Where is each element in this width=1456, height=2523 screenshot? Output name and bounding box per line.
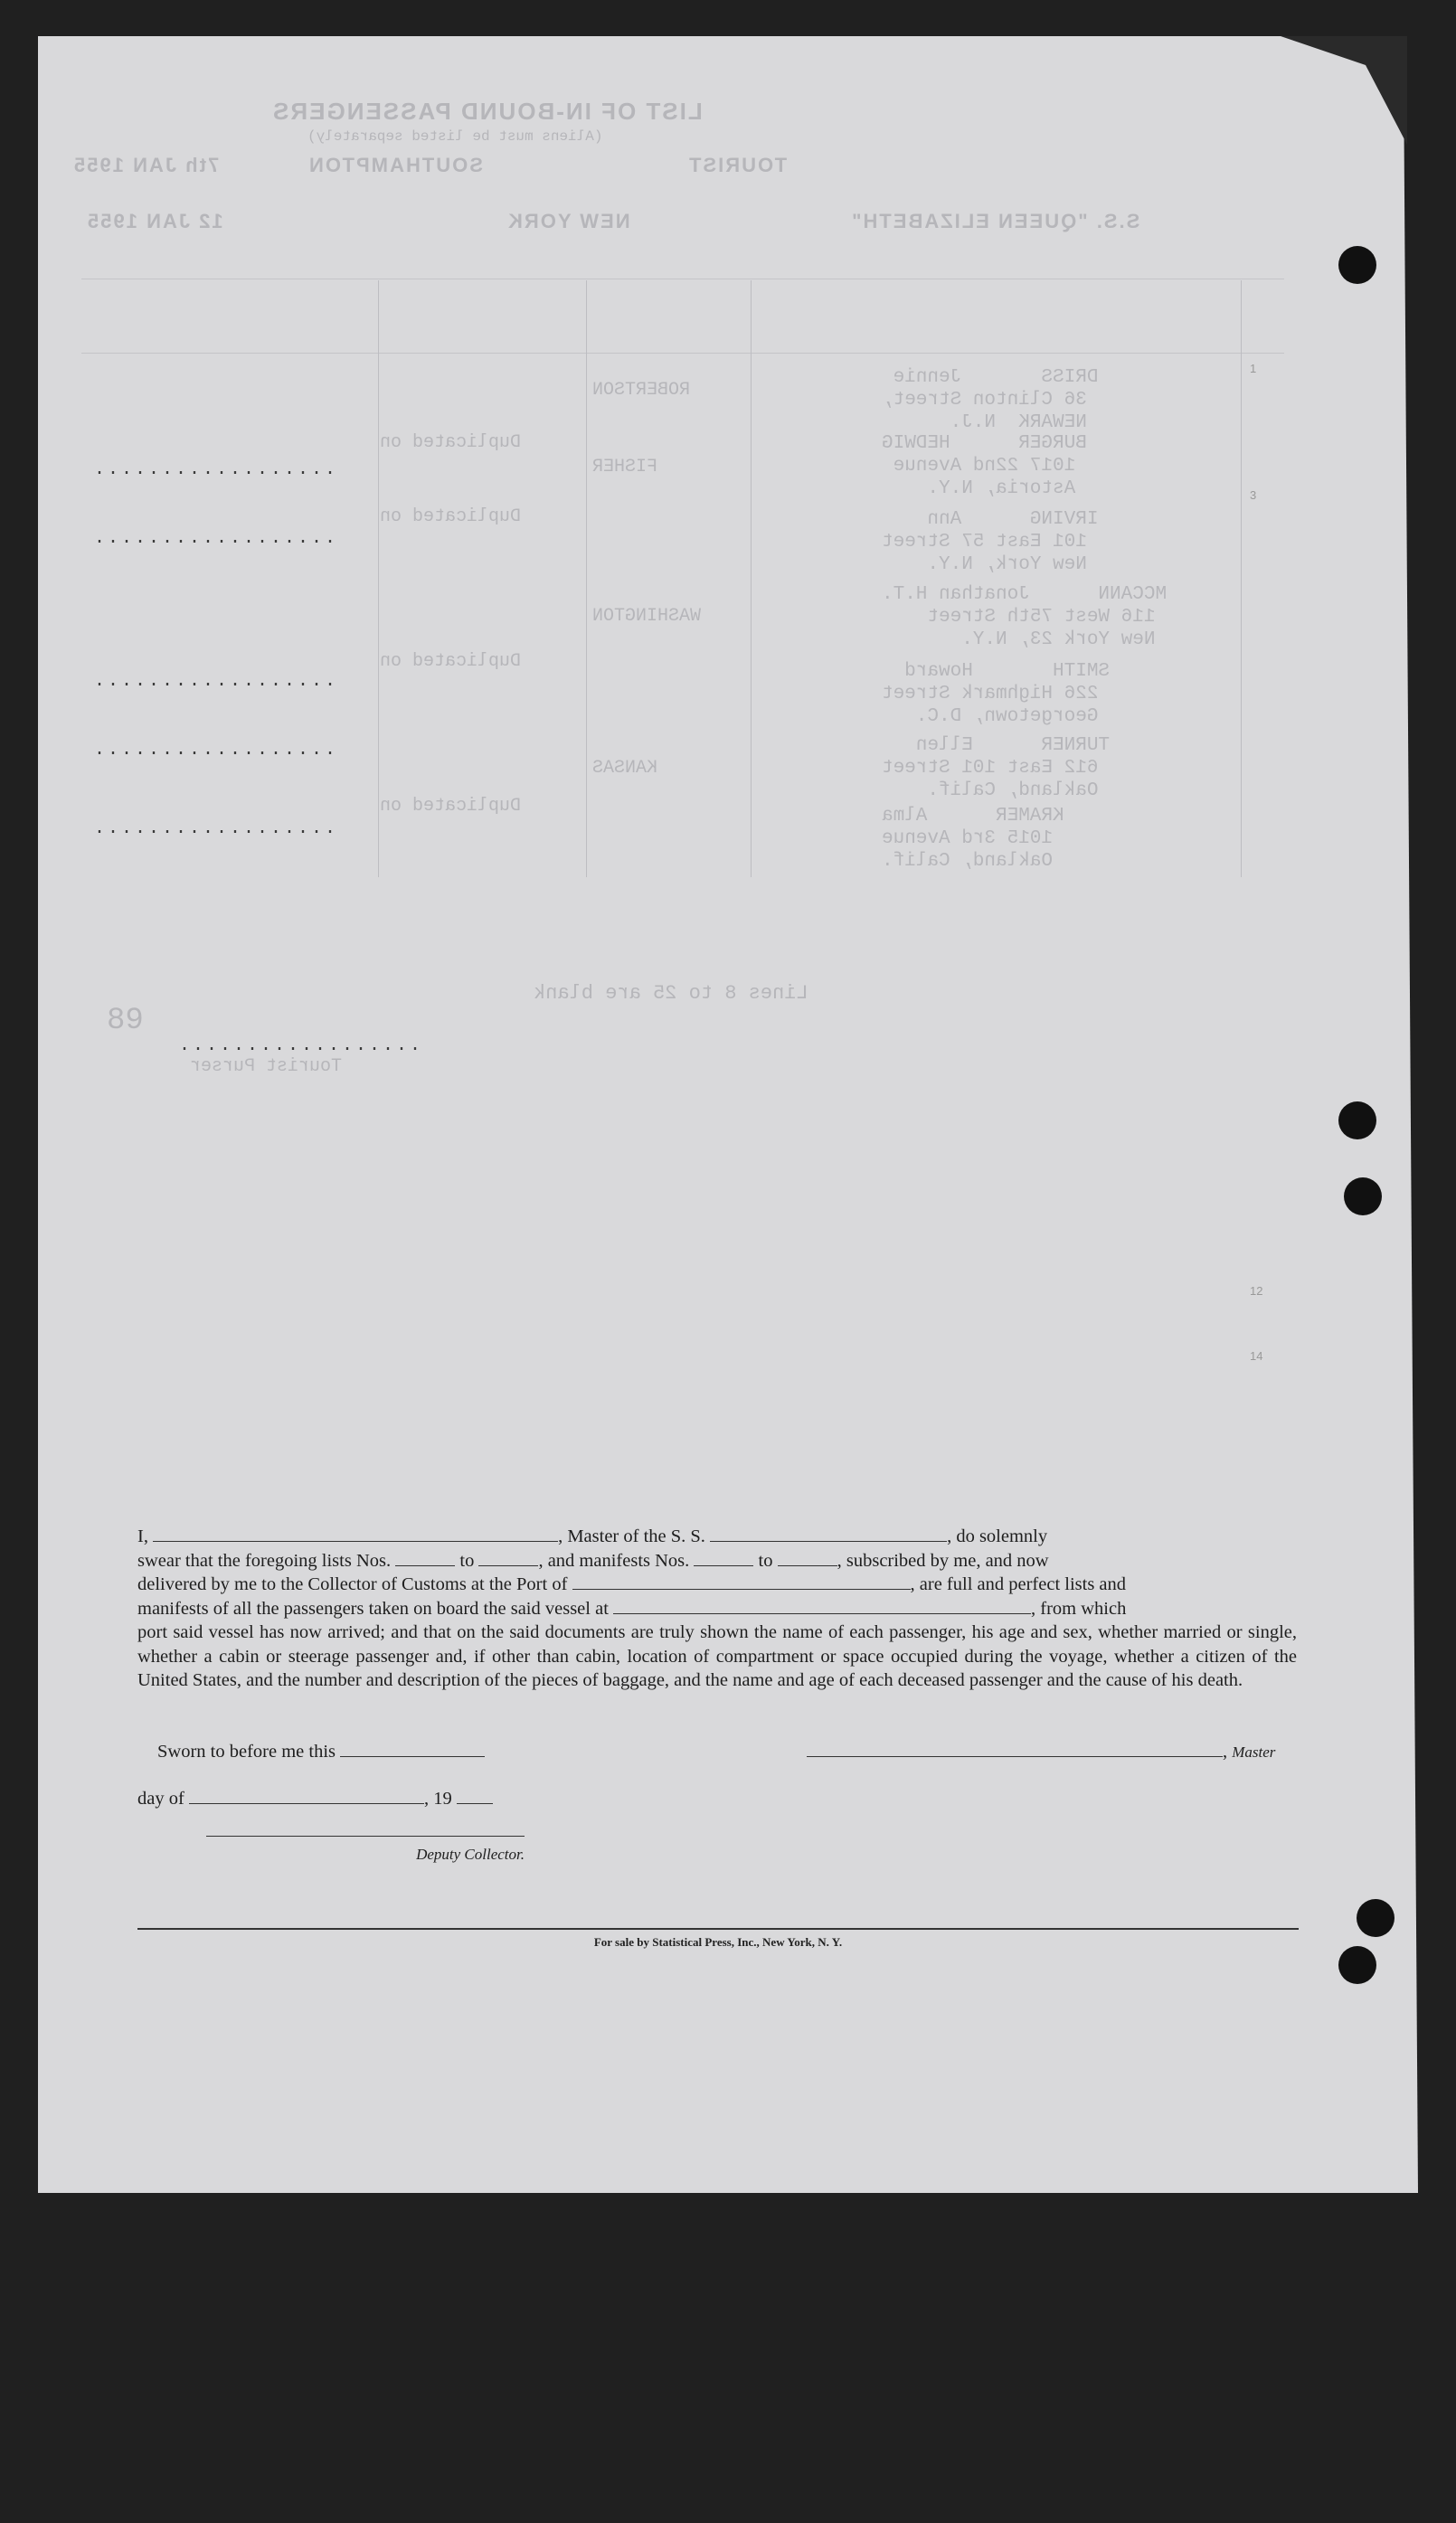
- ghost-arrival-date: 12 JAN 1955: [86, 210, 223, 232]
- ghost-col: FISHER: [592, 457, 658, 477]
- ghost-col: Duplicated on: [380, 432, 522, 453]
- row-number: 1: [1250, 362, 1257, 375]
- sworn-line: Sworn to before me this: [157, 1742, 485, 1762]
- row-number: 12: [1250, 1284, 1263, 1298]
- ghost-purser: Tourist Purser: [190, 1056, 343, 1077]
- oath-i: I,: [137, 1526, 148, 1546]
- purser-number: 89: [107, 1004, 144, 1038]
- ghost-col: ROBERTSON: [592, 380, 691, 401]
- ghost-col: WASHINGTON: [592, 606, 702, 627]
- ghost-col: Duplicated on: [380, 651, 522, 672]
- footer-rule: [137, 1928, 1299, 1930]
- column-divider: [751, 280, 752, 877]
- ghost-row: BURGER HEDWIG 1017 22nd Avenue Astoria, N.Y.: [882, 433, 1087, 499]
- column-divider: [378, 280, 379, 877]
- ghost-row: MCCANN Jonathan H.T. 116 West 75th Street New York 23, N.Y.: [882, 584, 1168, 650]
- ghost-row: KRAMER Alma 1015 3rd Avenue Oakland, Calif.: [882, 806, 1064, 872]
- ghost-row: SMITH Howard 226 Highmark Street Georgetown, D.C.: [882, 661, 1111, 727]
- dot-leader: ..................: [94, 528, 339, 549]
- master-signature-line: , Master: [807, 1742, 1275, 1762]
- punch-hole: [1357, 1899, 1395, 1937]
- ghost-row: IRVING Ann 101 East 57 Street New York, N.Y.: [882, 509, 1099, 575]
- punch-hole: [1344, 1177, 1382, 1215]
- column-divider: [1241, 280, 1242, 877]
- punch-hole: [1338, 1101, 1376, 1139]
- ghost-row: TURNER Ellen 612 East 101 Street Oakland, Calif.: [882, 735, 1111, 801]
- day-of-line: day of , 19: [137, 1789, 493, 1810]
- ghost-vessel: S.S. "QUEEN ELIZABETH": [850, 210, 1140, 232]
- punch-hole: [1338, 1946, 1376, 1984]
- table-header-rule-2: [81, 353, 1284, 354]
- dot-leader: ..................: [94, 818, 339, 839]
- dot-leader: ..................: [94, 671, 339, 692]
- ghost-date-from: 7th JAN 1955: [72, 154, 220, 176]
- deputy-line: Deputy Collector.: [206, 1836, 525, 1865]
- row-number: 3: [1250, 488, 1257, 502]
- dot-leader: ..................: [179, 1035, 424, 1056]
- ghost-arrival-port: NEW YORK: [506, 210, 630, 232]
- dot-leader: ..................: [94, 459, 339, 480]
- ghost-list-title: LIST OF IN-BOUND PASSENGERS: [271, 98, 703, 125]
- dot-leader: ..................: [94, 740, 339, 761]
- ghost-from: SOUTHAMPTON: [307, 154, 483, 176]
- ghost-class: TOURIST: [687, 154, 788, 176]
- ghost-row: DRISS Jennie 36 Clinton Street, NEWARK N.J.: [882, 367, 1099, 433]
- ghost-col: Duplicated on: [380, 506, 522, 527]
- printer-footer: For sale by Statistical Press, Inc., New York, N. Y.: [593, 1935, 843, 1949]
- manifest-sheet: [38, 36, 1418, 2193]
- ghost-col: KANSAS: [592, 758, 658, 779]
- oath-paragraph: I, , Master of the S. S. , do solemnly swear that the foregoing lists Nos. to , and manifests Nos. to , subscribed by me, and now delivered by me to the Collector of Customs at the Port of , are full and perfect lists and manifests of all the passengers taken on board the said vessel at , from which port said vessel has now arrived; and that on the said documents are truly shown the name of each passenger, his age and sex, whether married or single, whether a cabin or steerage passenger and, if other than cabin, location of compartment or space occupied during the voyage, whether a citizen of the United States, and the number and description of the pieces of baggage, and the name and age of each deceased passenger and the cause of his death.: [137, 1526, 1297, 1690]
- oath-body: port said vessel has now arrived; and that on the said documents are truly shown the name of each passenger, his age and sex, whether married or single, whether a cabin or steerage passenger and, if other than cabin, location of compartment or space occupied during the voyage, whether a citizen of the United States, and the number and description of the pieces of baggage, and the name and age of each deceased passenger and the cause of his death.: [137, 1622, 1297, 1690]
- ghost-lines-note: Lines 8 to 25 are blank: [534, 982, 808, 1005]
- ghost-col: Duplicated on: [380, 796, 522, 817]
- row-number: 14: [1250, 1349, 1263, 1363]
- punch-hole: [1338, 246, 1376, 284]
- ghost-list-subtitle: (Aliens must be listed separately): [307, 128, 603, 145]
- column-divider: [586, 280, 587, 877]
